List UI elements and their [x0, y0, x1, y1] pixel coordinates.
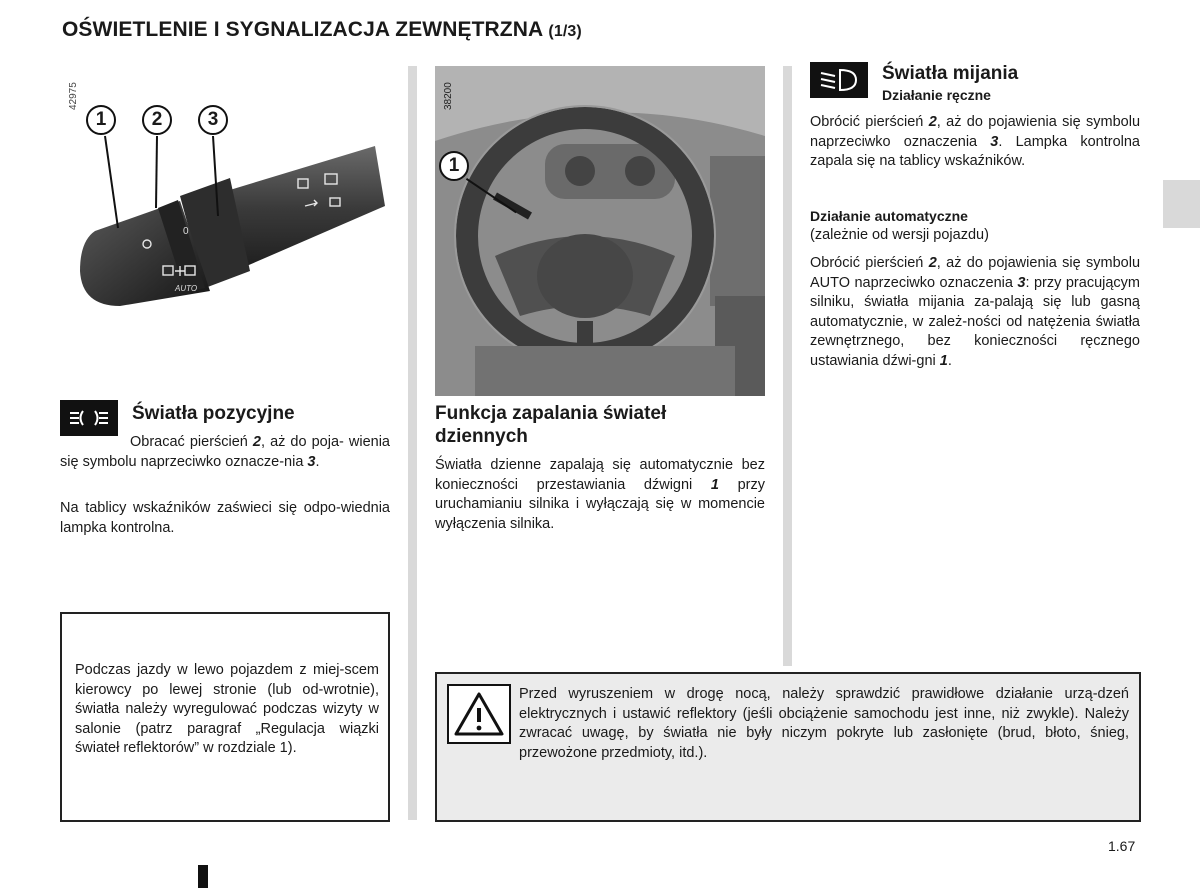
warning-icon-frame — [447, 684, 511, 744]
text: Obrócić pierścień — [810, 114, 929, 130]
stalk-figure — [60, 66, 390, 316]
dashboard-photo — [435, 66, 765, 396]
note-box — [60, 612, 390, 822]
figure-ref-number: 42975 — [68, 82, 79, 110]
text: przy uruchamianiu silnika i wyłączają się w momencie wyłączenia silnika. — [435, 476, 765, 532]
page-number: 1.67 — [1108, 838, 1136, 854]
position-lights-paragraph-2: Na tablicy wskaźników zaświeci się odpo-wiednia lampka kontrolna. — [60, 500, 390, 536]
dipped-beam-icon — [810, 62, 868, 98]
callout-3: 3 — [198, 105, 228, 135]
ref-2: 2 — [928, 114, 937, 130]
position-lights-icon — [60, 400, 118, 436]
auto-mode-note: (zależnie od wersji pojazdu) — [810, 227, 989, 243]
dipped-beam-subheading: Działanie ręczne — [882, 87, 991, 103]
text: wienia się symbolu naprzeciwko oznacze-nia — [60, 434, 390, 470]
text: Obrócić pierścień — [810, 255, 929, 271]
warning-text: Przed wyruszeniem w drogę nocą, należy sprawdzić prawidłowe działanie urzą-dzeń elektrycznych i ustawić reflektory (jeśli obciążenie samochodu jest inne, niż zwykle). Należy zwracać uwagę, by światła nie były niczym pokryte lub zasłonięte (brud, błoto, śnieg, przewożone przedmioty, itd.). — [519, 686, 1129, 761]
ref-2: 2 — [928, 255, 937, 271]
text: , aż do poja- — [261, 434, 344, 450]
ref-3: 3 — [1017, 274, 1026, 291]
text: : przy pracującym silniku, światła mijania za-palają się lub gasną automatycznie, w zależ-ności od natężenia światła zewnętrznego, bez konieczności ręcznego ustawiania dźwi-gni — [810, 274, 1140, 369]
text: , aż do pojawienia się symbolu AUTO naprzeciwko oznaczenia — [810, 255, 1141, 291]
page-title — [62, 18, 582, 42]
text: . — [947, 352, 952, 369]
position-lights-heading: Światła pozycyjne — [132, 403, 295, 424]
warning-box — [435, 672, 1141, 822]
note-text: Podczas jazdy w lewo pojazdem z miej-scem kierowcy po lewej stronie (lub od-wrotnie), światła należy wyregulować podczas wizyty w salonie (patrz paragraf „Regulacja wiązki świateł reflektorów” w rozdziale 1). — [75, 662, 379, 756]
column-divider-left — [408, 66, 417, 820]
ref-1: 1 — [939, 352, 948, 369]
crop-mark — [198, 865, 208, 888]
dipped-beam-heading: Światła mijania — [882, 63, 1019, 84]
callout-1: 1 — [86, 105, 116, 135]
ref-3: 3 — [990, 133, 999, 150]
daytime-lights-paragraph — [435, 456, 765, 534]
ref-1: 1 — [710, 476, 719, 493]
position-lights-paragraph-1 — [60, 433, 390, 472]
steering-wheel-illustration — [435, 66, 765, 396]
page-title-text: OŚWIETLENIE I SYGNALIZACJA ZEWNĘTRZNA — [62, 18, 543, 41]
ring-mark-auto: AUTO — [175, 284, 198, 293]
column-divider-right — [783, 66, 792, 666]
stalk-illustration — [60, 66, 390, 316]
ring-mark-zero: 0 — [183, 226, 189, 237]
dipped-beam-paragraph-2 — [810, 254, 1140, 371]
text: . — [315, 453, 320, 470]
callout-1: 1 — [439, 151, 469, 181]
text: . Lampka kontrolna zapala się na tablicy wskaźników. — [810, 133, 1140, 169]
page-title-part: (1/3) — [548, 23, 582, 40]
ref-2: 2 — [252, 434, 261, 450]
callout-2: 2 — [142, 105, 172, 135]
text: Światła dzienne zapalają się automatycznie bez konieczności przestawiania dźwigni — [435, 457, 765, 493]
daytime-lights-heading: Funkcja zapalania świateł dziennych — [435, 403, 667, 447]
text: , aż do pojawienia się symbolu naprzeciwko oznaczenia — [810, 114, 1141, 150]
dipped-beam-paragraph-1 — [810, 113, 1140, 172]
ref-3: 3 — [307, 453, 316, 470]
figure-ref-number: 38200 — [443, 82, 454, 110]
warning-triangle-icon — [449, 686, 509, 742]
text: Obracać pierścień — [130, 434, 253, 450]
auto-mode-heading: Działanie automatyczne — [810, 208, 968, 224]
chapter-tab — [1163, 180, 1200, 228]
